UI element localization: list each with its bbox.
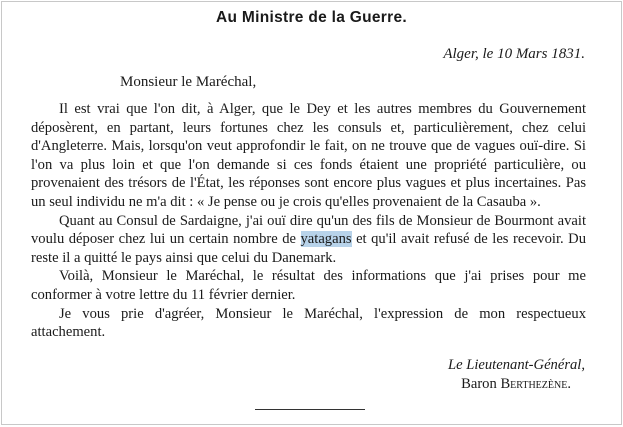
- salutation: Monsieur le Maréchal,: [120, 74, 257, 90]
- letter-body: [31, 100, 586, 342]
- paragraph-3: Voilà, Monsieur le Maréchal, le résultat des informations que j'ai prises pour me conformer à votre lettre du 11 février dernier.: [31, 268, 586, 303]
- letter-page: [1, 1, 622, 425]
- signature-suffix: .: [567, 376, 571, 392]
- signature-rank: Le Lieutenant-Général,: [448, 357, 585, 373]
- signature-name-line: [461, 376, 571, 393]
- highlighted-word[interactable]: yatagans: [300, 231, 352, 248]
- signature-name: Berthezène: [500, 376, 568, 392]
- paragraph-2-start: Quant au Consul de Sardaigne, j'ai ouï dire qu'un des fils de Monsieur de Bourmont avait voulu déposer chez lui un certain nombre de: [31, 212, 586, 248]
- closing-rule: [255, 409, 365, 410]
- paragraph-2: [31, 212, 586, 268]
- paragraph-2-end: et qu'il avait refusé de les recevoir. Du reste il a quitté le pays ainsi que celui du Danemark.: [31, 231, 586, 266]
- letter-title: Au Ministre de la Guerre.: [216, 9, 407, 26]
- paragraph-4: Je vous prie d'agréer, Monsieur le Maréchal, l'expression de mon respectueux attachement.: [31, 305, 586, 341]
- dateline: Alger, le 10 Mars 1831.: [443, 46, 585, 62]
- paragraph-1: Il est vrai que l'on dit, à Alger, que le Dey et les autres membres du Gouvernement déposèrent, en partant, leurs fortunes chez les consuls et, particulièrement, chez celui d'Angleterre. Mais, lorsqu'on veut approfondir le fait, on ne trouve que de vagues ouï-dire. Si l'on va plus loin et que l'on demande si ces fonds étaient une propriété particulière, ou provenaient des trésors de l'État, les réponses sont encore plus vagues et plus incertaines. Pas un seul individu ne m'a dit : « Je pense ou je crois qu'elles provenaient de la Casauba ».: [31, 101, 586, 210]
- signature-prefix: Baron: [461, 376, 501, 392]
